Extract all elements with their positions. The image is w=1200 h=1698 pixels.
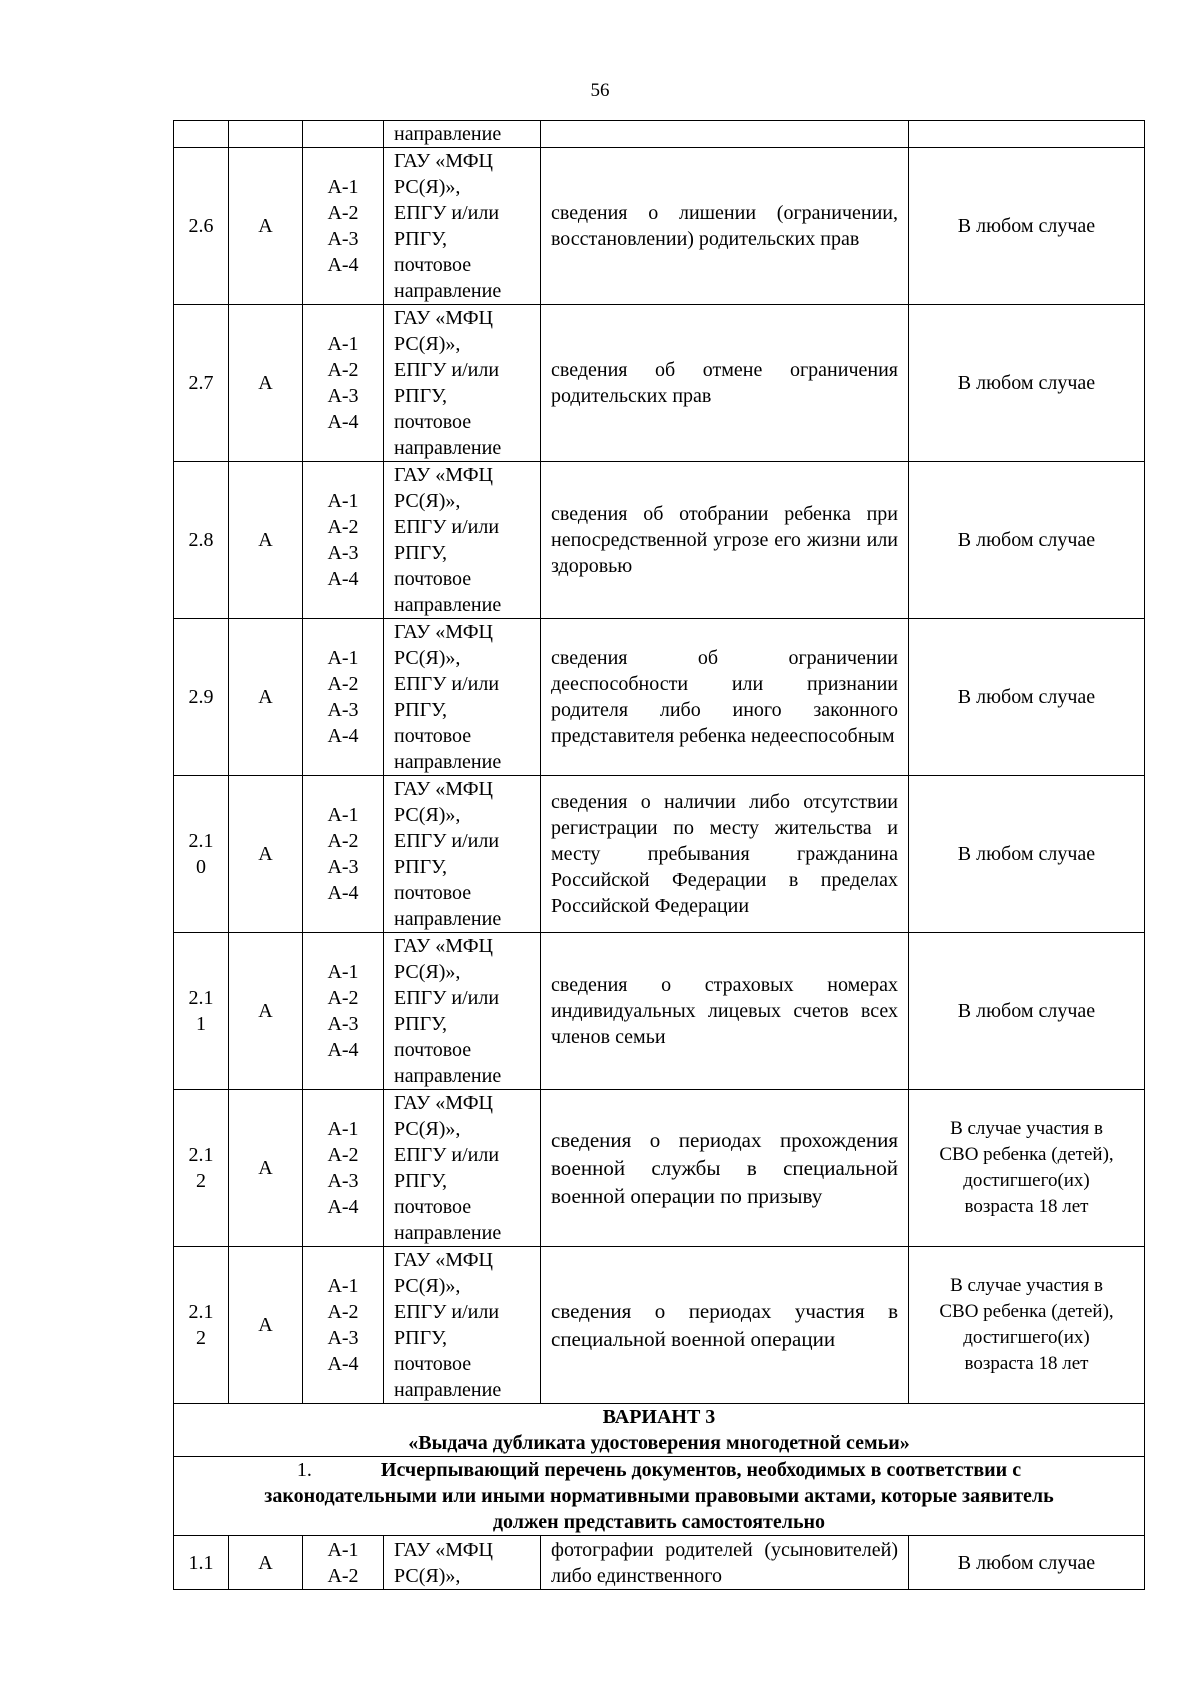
applicant-category: А	[229, 1247, 303, 1404]
document-description: сведения о страховых номерах индивидуальных лицевых счетов всех членов семьи	[541, 933, 909, 1090]
submission-method-cell: ГАУ «МФЦ РС(Я)»,	[384, 1536, 541, 1590]
condition-cell: В любом случае	[909, 462, 1145, 619]
applicant-codes: А-1 А-2 А-3 А-4	[303, 776, 384, 933]
condition-cell: В случае участия в СВО ребенка (детей), достигшего(их) возраста 18 лет	[909, 1247, 1145, 1404]
applicant-category: А	[229, 148, 303, 305]
applicant-codes: А-1 А-2	[303, 1536, 384, 1590]
row-number: 1.1	[174, 1536, 229, 1590]
table-row	[174, 148, 1145, 305]
condition-cell: В любом случае	[909, 933, 1145, 1090]
submission-method-cell: ГАУ «МФЦ РС(Я)», ЕПГУ и/или РПГУ, почтовое направление	[384, 305, 541, 462]
table-row	[174, 305, 1145, 462]
page-number: 56	[590, 80, 610, 101]
applicant-category: А	[229, 776, 303, 933]
submission-method-cell: ГАУ «МФЦ РС(Я)», ЕПГУ и/или РПГУ, почтовое направление	[384, 462, 541, 619]
section-title-line-2: законодательными или иными нормативными правовыми актами, которые заявитель	[264, 1485, 1054, 1507]
section-title-line-3: должен представить самостоятельно	[492, 1511, 826, 1533]
row-number: 2.7	[174, 305, 229, 462]
document-description: сведения об отобрании ребенка при непосредственной угрозе его жизни или здоровью	[541, 462, 909, 619]
documents-table	[173, 120, 1145, 1590]
condition-cell: В любом случае	[909, 619, 1145, 776]
document-description: сведения об ограничении дееспособности или признании родителя либо иного законного представителя ребенка недееспособным	[541, 619, 909, 776]
table-row	[174, 776, 1145, 933]
submission-method-cell: ГАУ «МФЦ РС(Я)», ЕПГУ и/или РПГУ, почтовое направление	[384, 933, 541, 1090]
document-description: сведения об отмене ограничения родительских прав	[541, 305, 909, 462]
row-number: 2.1 1	[174, 933, 229, 1090]
document-description: сведения о лишении (ограничении, восстановлении) родительских прав	[541, 148, 909, 305]
condition-cell: В любом случае	[909, 1536, 1145, 1590]
submission-method-cell: направление	[384, 121, 541, 148]
applicant-codes: А-1 А-2 А-3 А-4	[303, 462, 384, 619]
applicant-codes: А-1 А-2 А-3 А-4	[303, 305, 384, 462]
applicant-codes: А-1 А-2 А-3 А-4	[303, 933, 384, 1090]
document-description: сведения о наличии либо отсутствии регистрации по месту жительства и месту пребывания гражданина Российской Федерации в пределах Российской Федерации	[541, 776, 909, 933]
submission-method-cell: ГАУ «МФЦ РС(Я)», ЕПГУ и/или РПГУ, почтовое направление	[384, 1247, 541, 1404]
table-row	[174, 1090, 1145, 1247]
section-header-row	[174, 1457, 1145, 1536]
condition-cell: В любом случае	[909, 148, 1145, 305]
condition-cell: В любом случае	[909, 776, 1145, 933]
applicant-category: А	[229, 1536, 303, 1590]
section-title-line-1: Исчерпывающий перечень документов, необходимых в соответствии с	[380, 1459, 1022, 1481]
condition-cell: В случае участия в СВО ребенка (детей), достигшего(их) возраста 18 лет	[909, 1090, 1145, 1247]
applicant-category: А	[229, 933, 303, 1090]
row-number: 2.6	[174, 148, 229, 305]
applicant-codes: А-1 А-2 А-3 А-4	[303, 1090, 384, 1247]
condition-cell: В любом случае	[909, 305, 1145, 462]
row-number: 2.8	[174, 462, 229, 619]
submission-method-cell: ГАУ «МФЦ РС(Я)», ЕПГУ и/или РПГУ, почтовое направление	[384, 776, 541, 933]
applicant-category: А	[229, 1090, 303, 1247]
row-number: 2.1 0	[174, 776, 229, 933]
applicant-codes: А-1 А-2 А-3 А-4	[303, 1247, 384, 1404]
submission-method-cell: ГАУ «МФЦ РС(Я)», ЕПГУ и/или РПГУ, почтовое направление	[384, 1090, 541, 1247]
submission-method-cell: ГАУ «МФЦ РС(Я)», ЕПГУ и/или РПГУ, почтовое направление	[384, 148, 541, 305]
table-row-continued	[174, 121, 1145, 148]
document-description: сведения о периодах прохождения военной службы в специальной военной операции по призыву	[541, 1090, 909, 1247]
table-row	[174, 933, 1145, 1090]
applicant-codes: А-1 А-2 А-3 А-4	[303, 619, 384, 776]
table-row	[174, 462, 1145, 619]
variant-title: ВАРИАНТ 3	[602, 1406, 716, 1428]
row-number: 2.1 2	[174, 1090, 229, 1247]
document-description: фотографии родителей (усыновителей) либо единственного	[541, 1536, 909, 1590]
table-row	[174, 1247, 1145, 1404]
table-row	[174, 1536, 1145, 1590]
section-number: 1.	[296, 1459, 312, 1481]
row-number: 2.1 2	[174, 1247, 229, 1404]
applicant-category: А	[229, 462, 303, 619]
document-description: сведения о периодах участия в специальной военной операции	[541, 1247, 909, 1404]
applicant-codes: А-1 А-2 А-3 А-4	[303, 148, 384, 305]
applicant-category: А	[229, 305, 303, 462]
variant-header-row	[174, 1404, 1145, 1457]
applicant-category: А	[229, 619, 303, 776]
variant-subtitle: «Выдача дубликата удостоверения многодетной семьи»	[408, 1432, 910, 1454]
table-row	[174, 619, 1145, 776]
submission-method-cell: ГАУ «МФЦ РС(Я)», ЕПГУ и/или РПГУ, почтовое направление	[384, 619, 541, 776]
row-number: 2.9	[174, 619, 229, 776]
